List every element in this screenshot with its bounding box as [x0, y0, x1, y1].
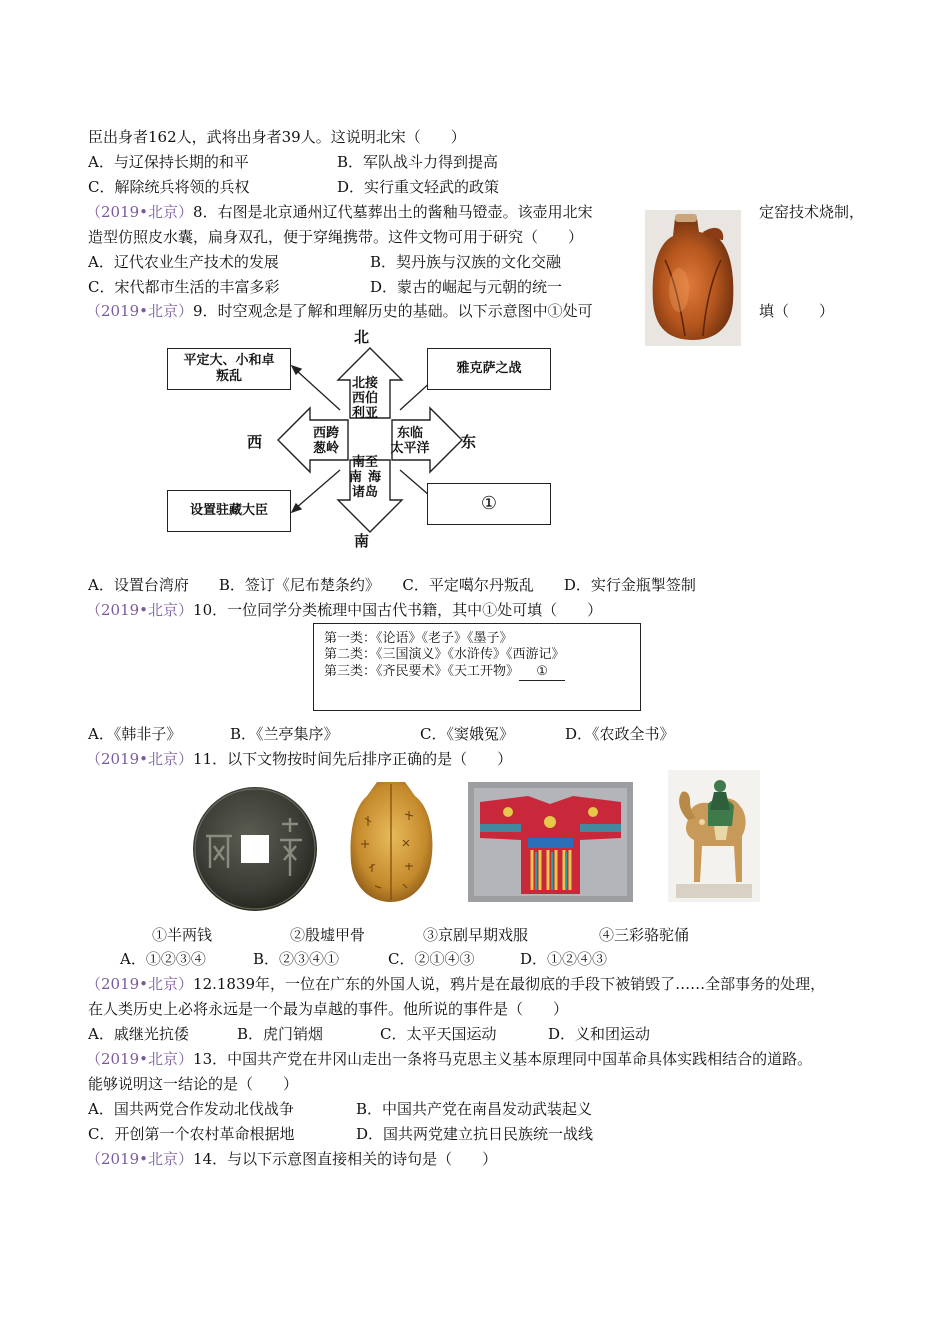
book-row-3 — [324, 663, 565, 681]
box-tibet-minister: 设置驻藏大臣 — [167, 490, 291, 532]
q13-option-c: C．开创第一个农村革命根据地 — [88, 1125, 295, 1143]
q12-stem — [86, 973, 825, 995]
q9-stem — [86, 300, 593, 322]
q7-stem: 臣出身者162人，武将出身者39人。这说明北宋（ ） — [88, 128, 466, 146]
caption-oracle-bone: ②殷墟甲骨 — [290, 926, 366, 944]
book-row-1: 第一类：《论语》《老子》《墨子》 — [324, 631, 513, 646]
q13-stem-line2: 能够说明这一结论的是（ ） — [88, 1075, 299, 1093]
arrow-east-text — [386, 426, 434, 456]
arrow-south-char-south: 南 — [349, 470, 363, 485]
q12-option-a: A．戚继光抗倭 — [88, 1025, 189, 1043]
q10-option-d: D．《农政全书》 — [565, 725, 675, 743]
q14-source-tag: （2019•北京） — [86, 1150, 194, 1168]
q8-option-b: B．契丹族与汉族的文化交融 — [370, 253, 562, 271]
q13-stem-text: 13．中国共产党在井冈山走出一条将马克思主义基本原理同中国革命具体实践相结合的道路。 — [193, 1050, 813, 1068]
q13-stem — [86, 1048, 812, 1070]
direction-south-label: 南 — [354, 532, 370, 550]
q13-option-a: A．国共两党合作发动北伐战争 — [88, 1100, 294, 1118]
q8-stem-line2: 造型仿照皮水囊，扁身双孔，便于穿绳携带。这件文物可用于研究（ ） — [88, 228, 584, 246]
q10-option-c: C．《窦娥冤》 — [420, 725, 514, 743]
q10-stem-text: 10．一位同学分类梳理中国古代书籍，其中①处可填（ ） — [193, 601, 603, 619]
soy-glazed-stirrup-pot-image — [645, 210, 741, 346]
q8-stem-tail: 定窑技术烧制， — [759, 203, 865, 221]
q13-source-tag: （2019•北京） — [86, 1050, 194, 1068]
q12-stem-line2: 在人类历史上必将永远是一个最为卓越的事件。他所说的事件是（ ） — [88, 1000, 569, 1018]
box-nw-line1: 平定大、小和卓 — [183, 353, 275, 368]
q11-option-c: C．②①④③ — [388, 950, 475, 968]
q8-option-d: D．蒙古的崛起与元朝的统一 — [370, 278, 563, 296]
q8-stem — [86, 201, 593, 223]
box-yaksa-battle: 雅克萨之战 — [427, 348, 551, 390]
arrow-south-char-sea: 海 — [367, 470, 381, 485]
q7-option-c: C．解除统兵将领的兵权 — [88, 178, 250, 196]
q11-stem — [86, 748, 512, 770]
q8-stem-text: 8．右图是北京通州辽代墓葬出土的酱釉马镫壶。该壶用北宋 — [193, 203, 593, 221]
q12-stem-text: 12.1839年，一位在广东的外国人说，鸦片是在最彻底的手段下被销毁了……全部事务的处理， — [193, 975, 826, 993]
q13-option-d: D．国共两党建立抗日民族统一战线 — [356, 1125, 594, 1143]
q8-source-tag: （2019•北京） — [86, 203, 194, 221]
arrow-north-line1: 北接 — [351, 376, 378, 391]
q10-option-b: B．《兰亭集序》 — [230, 725, 339, 743]
q12-option-b: B．虎门销烟 — [237, 1025, 324, 1043]
arrow-north-line2: 西伯 — [351, 391, 378, 406]
q13-option-b: B．中国共产党在南昌发动武装起义 — [356, 1100, 593, 1118]
arrow-south-line3: 诸岛 — [351, 485, 378, 500]
arrow-west-line1: 西跨 — [312, 426, 339, 441]
box-blank-1: ① — [427, 483, 551, 525]
q10-source-tag: （2019•北京） — [86, 601, 194, 619]
q9-options: A．设置台湾府 B．签订《尼布楚条约》 C．平定噶尔丹叛乱 D．实行金瓶掣签制 — [88, 576, 696, 594]
arrow-east-line1: 东临 — [396, 426, 423, 441]
box-nw-line2: 叛乱 — [215, 369, 242, 384]
q11-option-b: B．②③④① — [253, 950, 340, 968]
banliang-coin-image — [186, 784, 324, 914]
book-classification-box — [313, 623, 641, 711]
arrow-east-line2: 太平洋 — [390, 441, 430, 456]
arrow-south-text — [345, 455, 385, 500]
q9-source-tag: （2019•北京） — [86, 302, 194, 320]
q7-option-a: A．与辽保持长期的和平 — [88, 153, 249, 171]
book-row-2: 第二类：《三国演义》《水浒传》《西游记》 — [324, 647, 565, 662]
arrow-south-line2 — [345, 470, 385, 485]
caption-coin: ①半两钱 — [152, 926, 213, 944]
arrow-north-line3: 利亚 — [351, 406, 378, 421]
q14-stem — [86, 1148, 497, 1170]
direction-west-label: 西 — [247, 433, 263, 451]
q11-source-tag: （2019•北京） — [86, 750, 194, 768]
arrow-west-line2: 葱岭 — [312, 441, 339, 456]
direction-east-label: 东 — [461, 433, 477, 451]
arrow-west-text — [308, 426, 344, 456]
q9-stem-text: 9．时空观念是了解和理解历史的基础。以下示意图中①处可 — [193, 302, 593, 320]
q12-option-d: D．义和团运动 — [548, 1025, 651, 1043]
q11-option-d: D．①②④③ — [520, 950, 608, 968]
caption-camel: ④三彩骆驼俑 — [599, 926, 690, 944]
caption-opera-costume: ③京剧早期戏服 — [423, 926, 529, 944]
q9-stem-tail: 填（ ） — [759, 302, 835, 320]
tricolor-camel-figurine-image — [668, 770, 760, 902]
book-row-3-blank: ① — [519, 663, 565, 681]
arrow-south-line1: 南至 — [351, 455, 378, 470]
q10-option-a: A．《韩非子》 — [88, 725, 182, 743]
arrow-north-text — [351, 376, 379, 421]
q12-source-tag: （2019•北京） — [86, 975, 194, 993]
q7-option-d: D．实行重文轻武的政策 — [337, 178, 500, 196]
peking-opera-costume-image — [468, 782, 633, 902]
q8-option-c: C．宋代都市生活的丰富多彩 — [88, 278, 280, 296]
q11-stem-text: 11．以下文物按时间先后排序正确的是（ ） — [193, 750, 513, 768]
q11-option-a: A．①②③④ — [120, 950, 206, 968]
q14-stem-text: 14．与以下示意图直接相关的诗句是（ ） — [193, 1150, 498, 1168]
box-pacify-rebellion — [167, 348, 291, 390]
direction-north-label: 北 — [354, 328, 370, 346]
q8-option-a: A．辽代农业生产技术的发展 — [88, 253, 279, 271]
q10-stem — [86, 599, 602, 621]
q7-option-b: B．军队战斗力得到提高 — [337, 153, 499, 171]
oracle-bone-image — [345, 778, 437, 906]
book-row-3-text: 第三类：《齐民要术》《天工开物》 — [324, 664, 520, 679]
q12-option-c: C．太平天国运动 — [380, 1025, 497, 1043]
